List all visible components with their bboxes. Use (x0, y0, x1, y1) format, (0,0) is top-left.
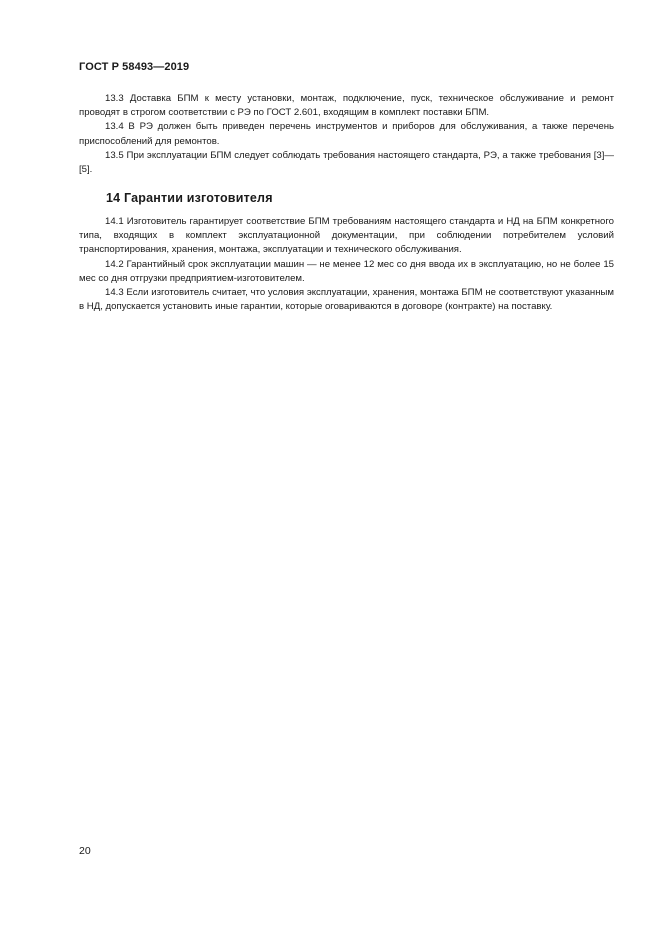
page-number: 20 (79, 845, 91, 857)
paragraph-14-3: 14.3 Если изготовитель считает, что условия эксплуатации, хранения, монтажа БПМ не соответствуют указанным в НД, допускается установить иные гарантии, которые оговариваются в договоре (контракте) на поставку. (79, 287, 614, 313)
section-13-body (79, 92, 614, 177)
document-code-header: ГОСТ Р 58493—2019 (79, 61, 190, 73)
paragraph-13-3: 13.3 Доставка БПМ к месту установки, монтаж, подключение, пуск, техническое обслуживание и ремонт проводят в строгом соответствии с РЭ по ГОСТ 2.601, входящим в комплект поставки БПМ. (79, 93, 614, 119)
paragraph-13-4: 13.4 В РЭ должен быть приведен перечень инструментов и приборов для обслуживания, а также перечень приспособлений для ремонтов. (79, 121, 614, 147)
section-14-heading: 14 Гарантии изготовителя (106, 191, 273, 205)
section-14-body (79, 215, 614, 314)
paragraph-14-1: 14.1 Изготовитель гарантирует соответствие БПМ требованиям настоящего стандарта и НД на БПМ конкретного типа, входящих в комплект эксплуатационной документации, при соблюдении потребителем условий транспортирования, хранения, монтажа, эксплуатации и технического обслуживания. (79, 216, 614, 256)
paragraph-14-2: 14.2 Гарантийный срок эксплуатации машин — не менее 12 мес со дня ввода их в эксплуатацию, но не более 15 мес со дня отгрузки предприятием-изготовителем. (79, 258, 614, 284)
paragraph-13-5: 13.5 При эксплуатации БПМ следует соблюдать требования настоящего стандарта, РЭ, а также требования [3]—[5]. (79, 149, 614, 176)
